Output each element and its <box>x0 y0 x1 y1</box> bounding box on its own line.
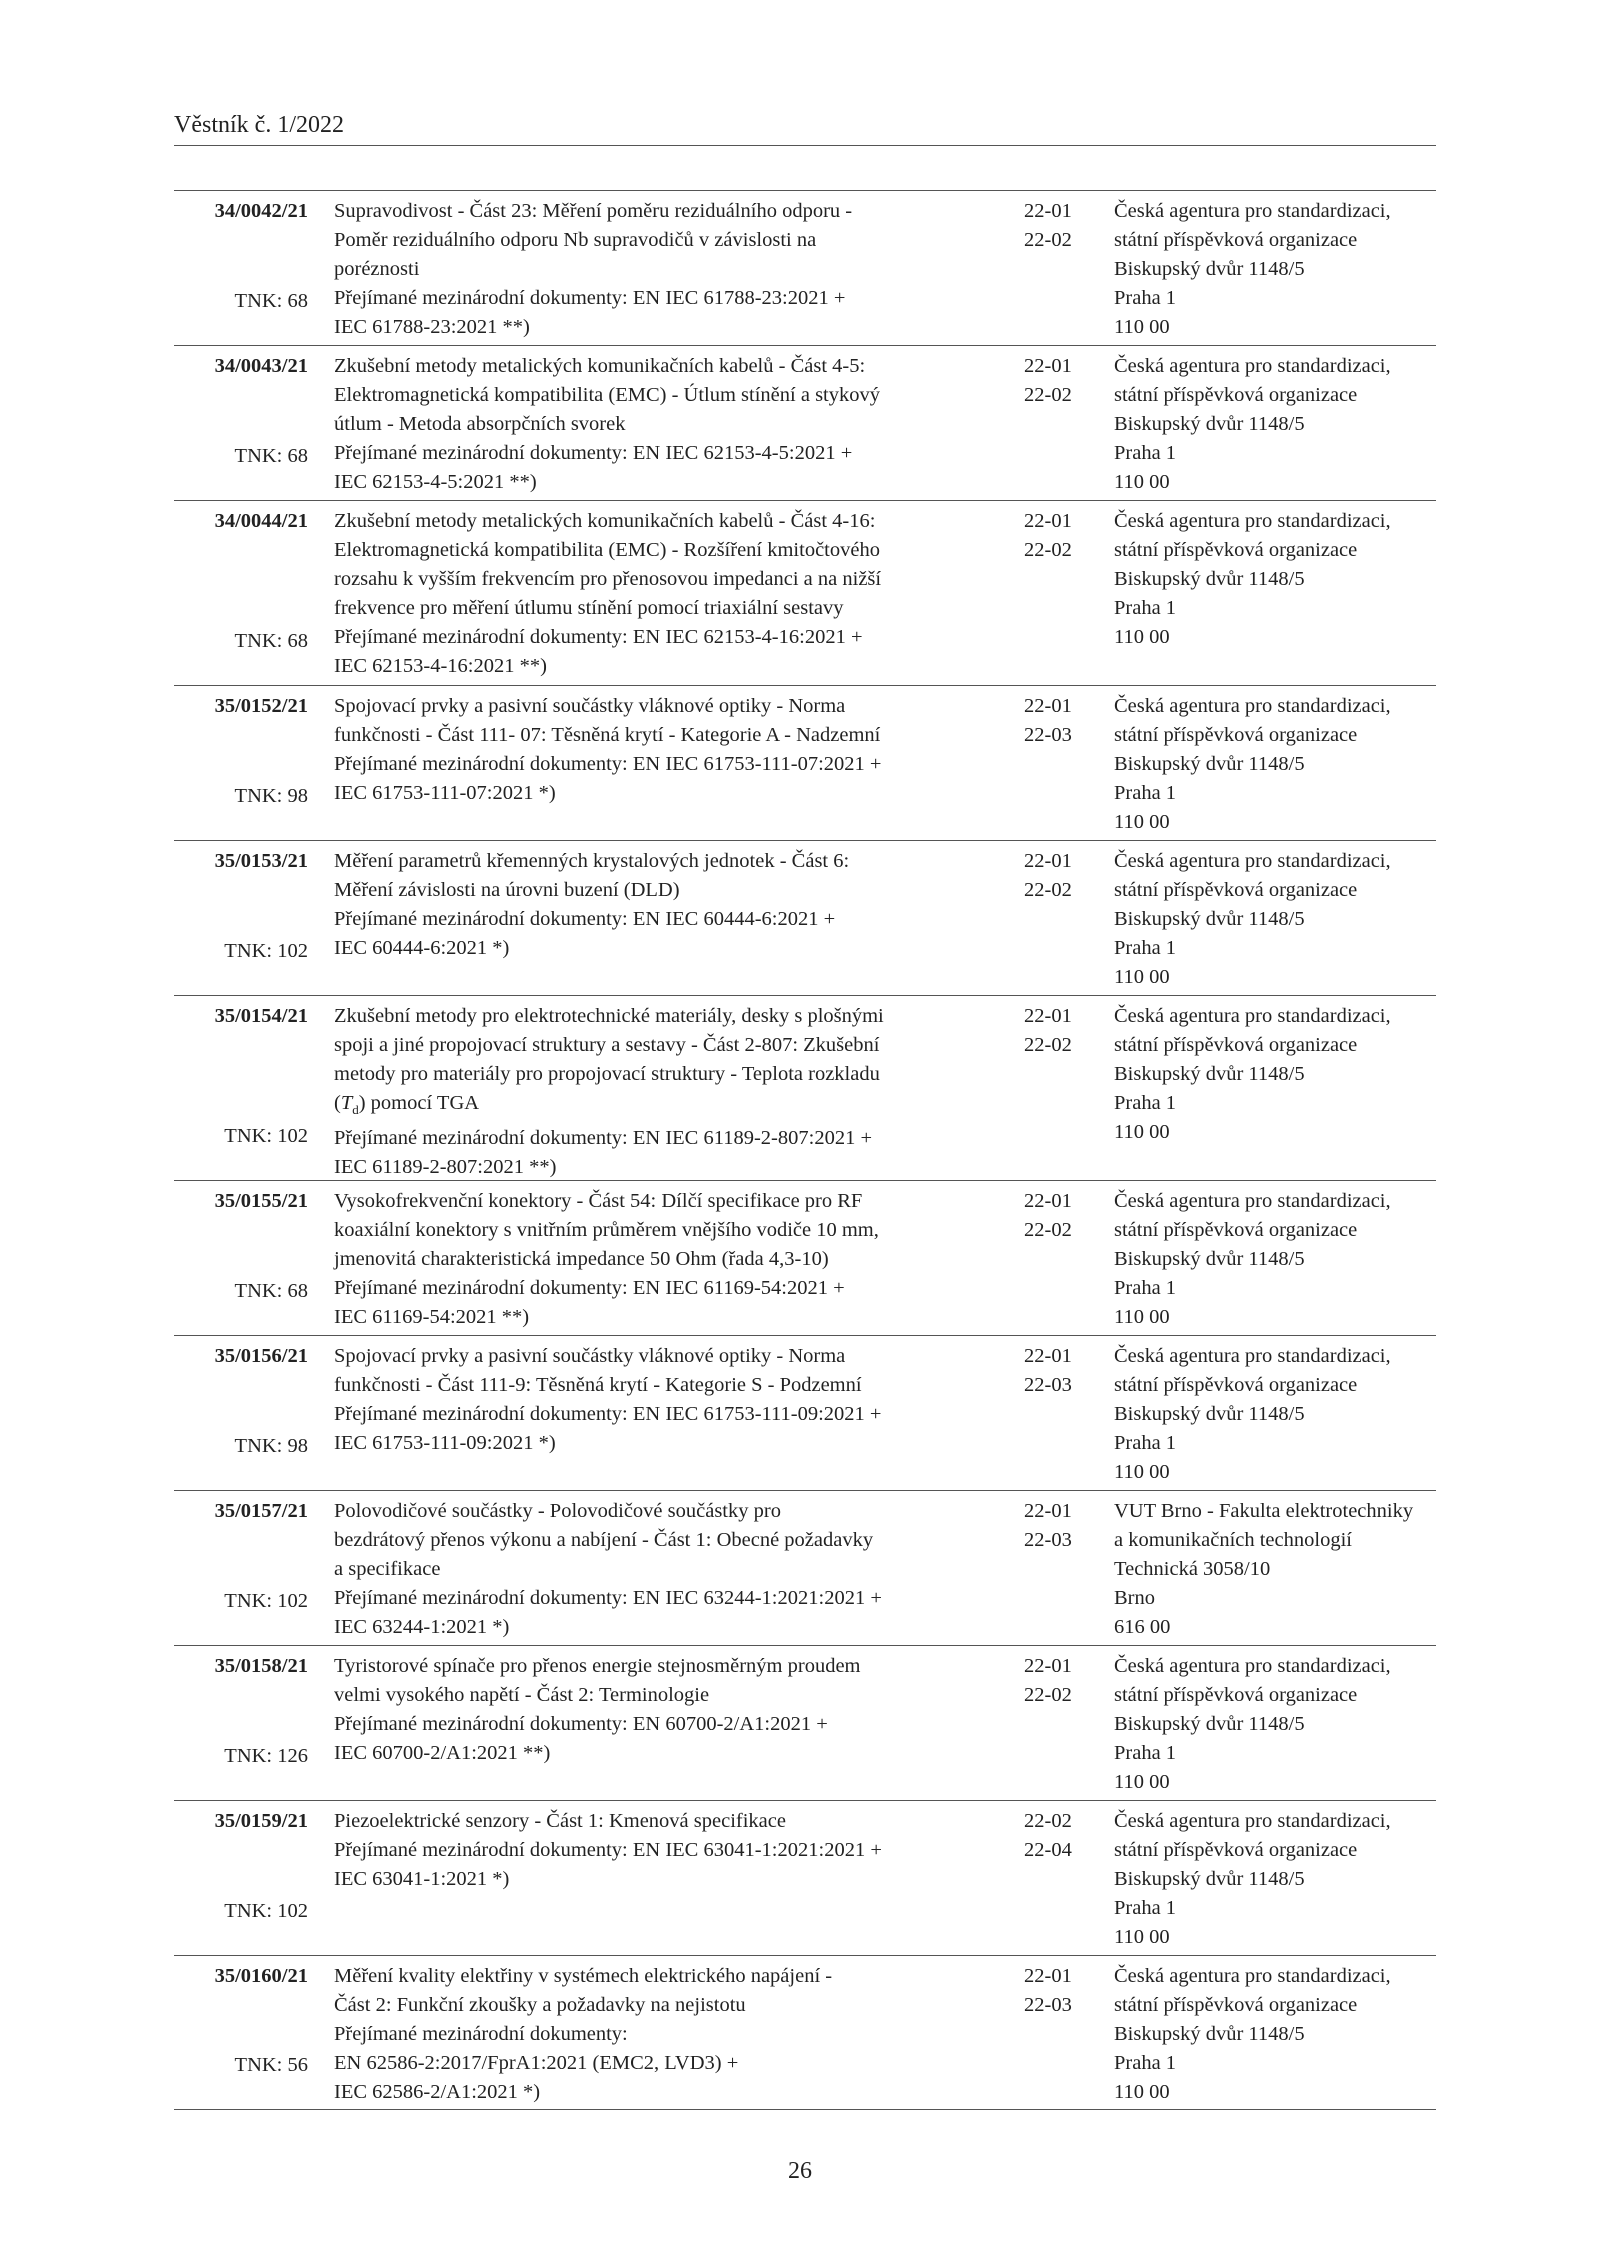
announcement-entry <box>174 1335 1436 1490</box>
entry-org-line: 110 00 <box>1114 316 1170 338</box>
entry-title-line: Zkušební metody metalických komunikačních kabelů - Část 4-16: <box>334 510 876 532</box>
entry-org-line: 110 00 <box>1114 626 1170 648</box>
entry-title-line: rozsahu k vyšším frekvencím pro přenosovou impedanci a na nižší <box>334 568 882 590</box>
entry-id-column <box>174 1962 308 2109</box>
entry-org-line: Česká agentura pro standardizaci, <box>1114 1655 1391 1677</box>
announcement-entry <box>174 685 1436 840</box>
entry-org-line: Praha 1 <box>1114 1897 1177 1919</box>
announcement-entry <box>174 1645 1436 1800</box>
entry-organization <box>1114 1187 1444 1335</box>
entry-org-line: 110 00 <box>1114 966 1170 988</box>
entry-documents-line: IEC 62586-2/A1:2021 *) <box>334 2081 541 2103</box>
entry-organization <box>1114 352 1444 500</box>
entry-title-line: Spojovací prvky a pasivní součástky vláknové optiky - Norma <box>334 695 846 717</box>
entry-code: 35/0157/21 <box>214 1500 308 1522</box>
entry-org-line: 110 00 <box>1114 471 1170 493</box>
entry-org-line: Praha 1 <box>1114 1277 1177 1299</box>
entry-id-column <box>174 352 308 500</box>
announcement-entry <box>174 500 1436 685</box>
entry-org-line: Česká agentura pro standardizaci, <box>1114 510 1391 532</box>
announcement-entry <box>174 1490 1436 1645</box>
entry-org-line: Praha 1 <box>1114 1742 1177 1764</box>
entry-title-line <box>334 1089 1014 1124</box>
entry-org-line: 110 00 <box>1114 1121 1170 1143</box>
entry-date: 22-01 <box>1024 200 1072 222</box>
entry-organization <box>1114 197 1444 345</box>
entry-title-line: Poměr reziduálního odporu Nb supravodičů v závislosti na <box>334 229 817 251</box>
entry-org-line: státní příspěvková organizace <box>1114 1684 1358 1706</box>
entry-title-line: Elektromagnetická kompatibilita (EMC) - Útlum stínění a stykový <box>334 384 880 406</box>
entry-title-line: Zkušební metody pro elektrotechnické materiály, desky s plošnými <box>334 1005 884 1027</box>
entry-dates <box>1024 1002 1114 1180</box>
entry-code: 35/0159/21 <box>214 1810 308 1832</box>
entry-tnk: TNK: 68 <box>234 290 308 312</box>
entry-org-line: 110 00 <box>1114 1306 1170 1328</box>
entry-id-column <box>174 1002 308 1180</box>
entry-date: 22-01 <box>1024 1655 1072 1677</box>
entry-id-column <box>174 1652 308 1800</box>
entry-tnk: TNK: 68 <box>234 1280 308 1302</box>
entry-tnk: TNK: 102 <box>224 1125 308 1147</box>
entry-organization <box>1114 1962 1444 2109</box>
entry-id-column <box>174 692 308 840</box>
entry-description <box>334 1652 1014 1800</box>
entry-id-column <box>174 1807 308 1955</box>
entry-org-line: Česká agentura pro standardizaci, <box>1114 1345 1391 1367</box>
entry-date: 22-01 <box>1024 1345 1072 1367</box>
entry-title-line: Měření parametrů křemenných krystalových jednotek - Část 6: <box>334 850 850 872</box>
entry-date: 22-02 <box>1024 1219 1072 1241</box>
page-number: 26 <box>788 2158 812 2184</box>
entry-title-line: poréznosti <box>334 258 420 280</box>
entry-description <box>334 507 1014 685</box>
entry-org-line: 110 00 <box>1114 2081 1170 2103</box>
entry-documents-line: Přejímané mezinárodní dokumenty: <box>334 2023 628 2045</box>
announcement-entry <box>174 1800 1436 1955</box>
title-symbol: T <box>340 1092 353 1114</box>
entry-org-line: státní příspěvková organizace <box>1114 879 1358 901</box>
entry-tnk: TNK: 102 <box>224 940 308 962</box>
entry-title-line: funkčnosti - Část 111-9: Těsněná krytí - Kategorie S - Podzemní <box>334 1374 862 1396</box>
entry-description <box>334 352 1014 500</box>
entry-code: 35/0156/21 <box>214 1345 308 1367</box>
entry-title-line: Spojovací prvky a pasivní součástky vláknové optiky - Norma <box>334 1345 846 1367</box>
entry-org-line: státní příspěvková organizace <box>1114 1994 1358 2016</box>
entry-org-line: Biskupský dvůr 1148/5 <box>1114 1403 1305 1425</box>
entry-org-line: Biskupský dvůr 1148/5 <box>1114 568 1305 590</box>
entry-dates <box>1024 1807 1114 1955</box>
announcement-entry <box>174 1180 1436 1335</box>
entry-date: 22-02 <box>1024 1034 1072 1056</box>
entry-date: 22-01 <box>1024 695 1072 717</box>
entry-code: 34/0044/21 <box>214 510 308 532</box>
entry-title-line: Vysokofrekvenční konektory - Část 54: Dílčí specifikace pro RF <box>334 1190 863 1212</box>
entry-code: 34/0042/21 <box>214 200 308 222</box>
entry-org-line: Česká agentura pro standardizaci, <box>1114 1810 1391 1832</box>
entry-title-line: Supravodivost - Část 23: Měření poměru reziduálního odporu - <box>334 200 853 222</box>
entry-date: 22-01 <box>1024 1190 1072 1212</box>
entry-dates <box>1024 352 1114 500</box>
entry-documents-line: IEC 60700-2/A1:2021 **) <box>334 1742 551 1764</box>
entry-date: 22-03 <box>1024 1994 1072 2016</box>
entry-tnk: TNK: 98 <box>234 1435 308 1457</box>
entry-documents-line: Přejímané mezinárodní dokumenty: EN IEC 61753-111-07:2021 + <box>334 753 882 775</box>
entry-documents-line: Přejímané mezinárodní dokumenty: EN IEC 60444-6:2021 + <box>334 908 836 930</box>
entry-tnk: TNK: 56 <box>234 2054 308 2076</box>
entry-dates <box>1024 1342 1114 1490</box>
entry-tnk: TNK: 98 <box>234 785 308 807</box>
entry-date: 22-01 <box>1024 1005 1072 1027</box>
entry-description <box>334 692 1014 840</box>
entry-documents-line: IEC 61169-54:2021 **) <box>334 1306 530 1328</box>
entry-code: 34/0043/21 <box>214 355 308 377</box>
entry-org-line: Praha 1 <box>1114 442 1177 464</box>
entry-org-line: Česká agentura pro standardizaci, <box>1114 200 1391 222</box>
entry-documents-line: Přejímané mezinárodní dokumenty: EN IEC 61753-111-09:2021 + <box>334 1403 882 1425</box>
entry-org-line: Biskupský dvůr 1148/5 <box>1114 1713 1305 1735</box>
entry-documents-line: IEC 61788-23:2021 **) <box>334 316 530 338</box>
entry-date: 22-03 <box>1024 1374 1072 1396</box>
entry-documents-line: Přejímané mezinárodní dokumenty: EN IEC 63041-1:2021:2021 + <box>334 1839 882 1861</box>
entry-org-line: 110 00 <box>1114 811 1170 833</box>
entry-title-line: metody pro materiály pro propojovací struktury - Teplota rozkladu <box>334 1063 880 1085</box>
entry-org-line: Česká agentura pro standardizaci, <box>1114 355 1391 377</box>
entry-org-line: Praha 1 <box>1114 1092 1177 1114</box>
entry-org-line: Praha 1 <box>1114 597 1177 619</box>
entry-date: 22-02 <box>1024 384 1072 406</box>
entry-org-line: státní příspěvková organizace <box>1114 1034 1358 1056</box>
entry-documents-line: Přejímané mezinárodní dokumenty: EN IEC 61189-2-807:2021 + <box>334 1127 873 1150</box>
entry-date: 22-01 <box>1024 1500 1072 1522</box>
entry-org-line: Biskupský dvůr 1148/5 <box>1114 258 1305 280</box>
entry-dates <box>1024 1497 1114 1645</box>
entry-dates <box>1024 1187 1114 1335</box>
entry-dates <box>1024 197 1114 345</box>
entry-title-line: a specifikace <box>334 1558 441 1580</box>
entry-title-line: Tyristorové spínače pro přenos energie stejnosměrným proudem <box>334 1655 861 1677</box>
entry-org-line: Biskupský dvůr 1148/5 <box>1114 1248 1305 1270</box>
entry-code: 35/0153/21 <box>214 850 308 872</box>
entry-date: 22-01 <box>1024 1965 1072 1987</box>
entry-org-line: státní příspěvková organizace <box>1114 229 1358 251</box>
entry-description <box>334 1497 1014 1645</box>
entry-date: 22-03 <box>1024 1529 1072 1551</box>
entry-dates <box>1024 1652 1114 1800</box>
entry-org-line: Brno <box>1114 1587 1155 1609</box>
entry-documents-line: Přejímané mezinárodní dokumenty: EN IEC 62153-4-5:2021 + <box>334 442 853 464</box>
announcement-entry <box>174 1955 1436 2110</box>
announcement-list <box>174 190 1436 2110</box>
entry-code: 35/0160/21 <box>214 1965 308 1987</box>
entry-title-line: Elektromagnetická kompatibilita (EMC) - Rozšíření kmitočtového <box>334 539 880 561</box>
entry-org-line: Česká agentura pro standardizaci, <box>1114 1005 1391 1027</box>
entry-documents-line: IEC 61753-111-09:2021 *) <box>334 1432 556 1454</box>
entry-documents-line: EN 62586-2:2017/FprA1:2021 (EMC2, LVD3) + <box>334 2052 739 2074</box>
entry-id-column <box>174 1187 308 1335</box>
entry-org-line: 110 00 <box>1114 1926 1170 1948</box>
entry-org-line: Biskupský dvůr 1148/5 <box>1114 1868 1305 1890</box>
entry-description <box>334 1962 1014 2109</box>
entry-organization <box>1114 847 1444 995</box>
entry-tnk: TNK: 126 <box>224 1745 308 1767</box>
entry-code: 35/0152/21 <box>214 695 308 717</box>
entry-org-line: 110 00 <box>1114 1461 1170 1483</box>
entry-title-line: Polovodičové součástky - Polovodičové součástky pro <box>334 1500 781 1522</box>
entry-documents-line: Přejímané mezinárodní dokumenty: EN IEC 63244-1:2021:2021 + <box>334 1587 882 1609</box>
entry-documents-line: Přejímané mezinárodní dokumenty: EN IEC 61169-54:2021 + <box>334 1277 845 1299</box>
entry-org-line: VUT Brno - Fakulta elektrotechniky <box>1114 1500 1414 1522</box>
entry-org-line: Česká agentura pro standardizaci, <box>1114 695 1391 717</box>
entry-organization <box>1114 1497 1444 1645</box>
entry-tnk: TNK: 68 <box>234 445 308 467</box>
entry-org-line: státní příspěvková organizace <box>1114 1839 1358 1861</box>
entry-tnk: TNK: 102 <box>224 1900 308 1922</box>
title-rest: ) pomocí TGA <box>358 1092 480 1114</box>
entry-date: 22-01 <box>1024 850 1072 872</box>
entry-org-line: a komunikačních technologií <box>1114 1529 1352 1551</box>
entry-documents-line: IEC 60444-6:2021 *) <box>334 937 510 959</box>
entry-date: 22-04 <box>1024 1839 1072 1861</box>
entry-title-line: Měření kvality elektřiny v systémech elektrického napájení - <box>334 1965 833 1987</box>
entry-tnk: TNK: 102 <box>224 1590 308 1612</box>
entry-title-line: bezdrátový přenos výkonu a nabíjení - Část 1: Obecné požadavky <box>334 1529 874 1551</box>
entry-documents-line: Přejímané mezinárodní dokumenty: EN IEC 61788-23:2021 + <box>334 287 846 309</box>
entry-dates <box>1024 692 1114 840</box>
entry-date: 22-01 <box>1024 355 1072 377</box>
entry-org-line: Praha 1 <box>1114 937 1177 959</box>
entry-title-line: útlum - Metoda absorpčních svorek <box>334 413 626 435</box>
entry-id-column <box>174 1342 308 1490</box>
entry-org-line: státní příspěvková organizace <box>1114 724 1358 746</box>
entry-title-line: Zkušební metody metalických komunikačních kabelů - Část 4-5: <box>334 355 866 377</box>
entry-org-line: Biskupský dvůr 1148/5 <box>1114 2023 1305 2045</box>
entry-date: 22-03 <box>1024 724 1072 746</box>
entry-documents-line: Přejímané mezinárodní dokumenty: EN IEC 62153-4-16:2021 + <box>334 626 863 648</box>
entry-dates <box>1024 847 1114 995</box>
entry-date: 22-02 <box>1024 879 1072 901</box>
entry-org-line: státní příspěvková organizace <box>1114 1374 1358 1396</box>
entry-org-line: státní příspěvková organizace <box>1114 384 1358 406</box>
entry-organization <box>1114 1652 1444 1800</box>
entry-organization <box>1114 1807 1444 1955</box>
entry-date: 22-02 <box>1024 229 1072 251</box>
entry-dates <box>1024 1962 1114 2109</box>
announcement-entry <box>174 345 1436 500</box>
entry-id-column <box>174 847 308 995</box>
entry-title-line: velmi vysokého napětí - Část 2: Terminologie <box>334 1684 710 1706</box>
entry-title-line: Část 2: Funkční zkoušky a požadavky na nejistotu <box>334 1994 746 2016</box>
entry-title-line: spoji a jiné propojovací struktury a sestavy - Část 2-807: Zkušební <box>334 1034 880 1056</box>
announcement-entry <box>174 840 1436 995</box>
entry-documents-line: IEC 62153-4-16:2021 **) <box>334 655 547 677</box>
journal-header: Věstník č. 1/2022 <box>174 112 1436 146</box>
entry-organization <box>1114 507 1444 685</box>
entry-tnk: TNK: 68 <box>234 630 308 652</box>
title-subscript: d <box>352 1102 359 1118</box>
entry-org-line: Česká agentura pro standardizaci, <box>1114 1190 1391 1212</box>
entry-description <box>334 1807 1014 1955</box>
entry-org-line: Praha 1 <box>1114 287 1177 309</box>
entry-org-line: státní příspěvková organizace <box>1114 539 1358 561</box>
entry-documents-line: IEC 63244-1:2021 *) <box>334 1616 510 1638</box>
entry-org-line: Biskupský dvůr 1148/5 <box>1114 413 1305 435</box>
entry-organization <box>1114 692 1444 840</box>
entry-org-line: Česká agentura pro standardizaci, <box>1114 1965 1391 1987</box>
entry-org-line: státní příspěvková organizace <box>1114 1219 1358 1241</box>
entry-dates <box>1024 507 1114 685</box>
entry-org-line: 616 00 <box>1114 1616 1171 1638</box>
entry-date: 22-02 <box>1024 1684 1072 1706</box>
entry-documents-line: IEC 63041-1:2021 *) <box>334 1868 510 1890</box>
entry-org-line: Biskupský dvůr 1148/5 <box>1114 1063 1305 1085</box>
entry-documents-line: IEC 62153-4-5:2021 **) <box>334 471 537 493</box>
entry-title-line: Piezoelektrické senzory - Část 1: Kmenová specifikace <box>334 1810 786 1832</box>
entry-id-column <box>174 507 308 685</box>
entry-code: 35/0154/21 <box>214 1005 308 1027</box>
entry-org-line: Praha 1 <box>1114 782 1177 804</box>
entry-description <box>334 1187 1014 1335</box>
announcement-entry <box>174 190 1436 345</box>
title-paren: ( <box>334 1092 341 1114</box>
entry-id-column <box>174 197 308 345</box>
entry-date: 22-01 <box>1024 510 1072 532</box>
entry-documents-line: Přejímané mezinárodní dokumenty: EN 60700-2/A1:2021 + <box>334 1713 828 1735</box>
entry-description <box>334 847 1014 995</box>
entry-org-line: Praha 1 <box>1114 2052 1177 2074</box>
entry-id-column <box>174 1497 308 1645</box>
entry-date: 22-02 <box>1024 539 1072 561</box>
entry-org-line: Biskupský dvůr 1148/5 <box>1114 753 1305 775</box>
entry-org-line: Česká agentura pro standardizaci, <box>1114 850 1391 872</box>
entry-title-line: Měření závislosti na úrovni buzení (DLD) <box>334 879 680 901</box>
entry-title-line: funkčnosti - Část 111- 07: Těsněná krytí - Kategorie A - Nadzemní <box>334 724 881 746</box>
entry-documents-line: IEC 61753-111-07:2021 *) <box>334 782 556 804</box>
entry-title-line: jmenovitá charakteristická impedance 50 Ohm (řada 4,3-10) <box>334 1248 829 1270</box>
entry-description <box>334 197 1014 345</box>
entry-documents-line: IEC 61189-2-807:2021 **) <box>334 1156 557 1179</box>
entry-description <box>334 1342 1014 1490</box>
entry-title-line: frekvence pro měření útlumu stínění pomocí triaxiální sestavy <box>334 597 844 619</box>
entry-date: 22-02 <box>1024 1810 1072 1832</box>
entry-org-line: 110 00 <box>1114 1771 1170 1793</box>
entry-org-line: Technická 3058/10 <box>1114 1558 1271 1580</box>
entry-org-line: Praha 1 <box>1114 1432 1177 1454</box>
announcement-entry <box>174 995 1436 1180</box>
entry-organization <box>1114 1342 1444 1490</box>
entry-description <box>334 1002 1014 1180</box>
entry-code: 35/0158/21 <box>214 1655 308 1677</box>
entry-title-line: koaxiální konektory s vnitřním průměrem vnějšího vodiče 10 mm, <box>334 1219 879 1241</box>
entry-org-line: Biskupský dvůr 1148/5 <box>1114 908 1305 930</box>
entry-code: 35/0155/21 <box>214 1190 308 1212</box>
entry-organization <box>1114 1002 1444 1180</box>
